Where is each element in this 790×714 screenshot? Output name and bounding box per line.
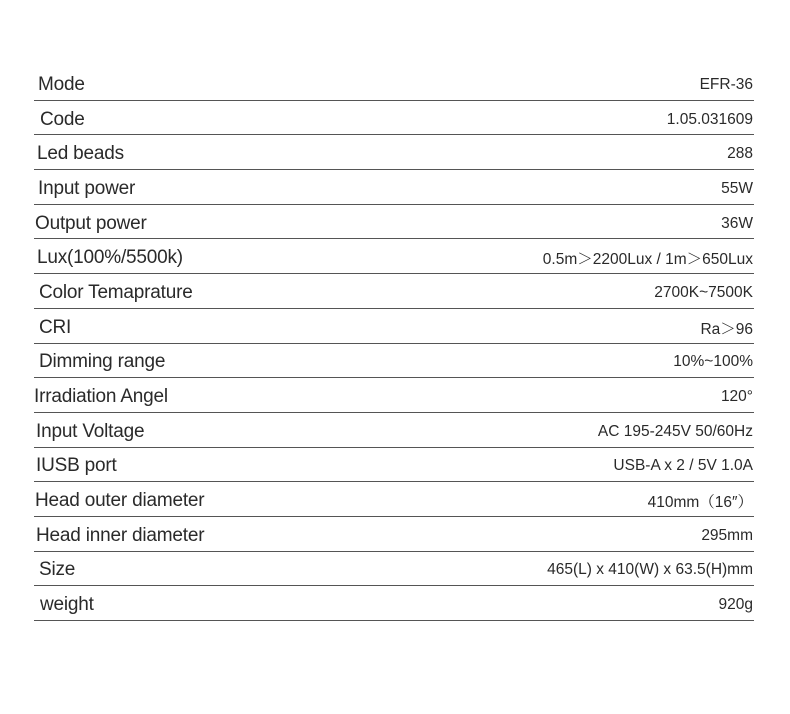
spec-row-head-inner-diameter [34, 517, 754, 552]
spec-value: 465(L) x 410(W) x 63.5(H)mm [547, 561, 753, 579]
spec-row-code [34, 101, 754, 136]
spec-value: 36W [721, 214, 753, 232]
spec-label: Led beads [37, 143, 124, 165]
spec-label: Head inner diameter [36, 524, 205, 546]
spec-label: IUSB port [36, 455, 117, 477]
spec-value: 120° [720, 388, 753, 406]
spec-row-input-power [34, 170, 754, 205]
spec-label: Lux(100%/5500k) [37, 247, 183, 269]
spec-row-lux [34, 239, 754, 274]
spec-table [34, 66, 754, 621]
spec-value: 288 [727, 145, 753, 163]
spec-label: Code [40, 108, 85, 130]
spec-value: 10%~100% [673, 353, 753, 371]
spec-label: Dimming range [39, 351, 166, 373]
spec-label: Head outer diameter [35, 490, 205, 512]
spec-row-input-voltage [34, 413, 754, 448]
spec-row-color-temperature [34, 274, 754, 309]
spec-row-irradiation-angle [34, 378, 754, 413]
spec-row-output-power [34, 205, 754, 240]
spec-row-mode [34, 66, 754, 101]
spec-label: Input Voltage [36, 420, 145, 442]
spec-row-led-beads [34, 135, 754, 170]
spec-label: Input power [38, 177, 136, 199]
spec-value: 295mm [701, 526, 753, 544]
spec-row-dimming-range [34, 344, 754, 379]
spec-row-cri [34, 309, 754, 344]
spec-row-size [34, 552, 754, 587]
spec-value: EFR-36 [699, 75, 753, 93]
spec-value: AC 195-245V 50/60Hz [597, 422, 753, 440]
spec-value: 2700K~7500K [654, 283, 753, 301]
spec-value: 55W [721, 179, 753, 197]
spec-label: Mode [38, 73, 85, 95]
spec-row-weight [34, 586, 754, 621]
spec-value: 0.5m＞2200Lux / 1m＞650Lux [542, 251, 753, 269]
spec-label: CRI [39, 316, 72, 338]
spec-value: Ra＞96 [700, 320, 753, 338]
spec-value: 1.05.031609 [666, 110, 753, 128]
spec-label: Irradiation Angel [34, 386, 168, 408]
spec-row-head-outer-diameter [34, 482, 754, 517]
spec-label: Output power [35, 212, 147, 234]
spec-value: 410mm（16″） [647, 494, 753, 512]
spec-value: 920g [718, 596, 753, 614]
spec-row-usb-port [34, 448, 754, 483]
spec-label: weight [40, 594, 94, 616]
spec-value: USB-A x 2 / 5V 1.0A [613, 457, 753, 475]
spec-label: Color Temaprature [39, 281, 193, 303]
spec-label: Size [39, 559, 76, 581]
